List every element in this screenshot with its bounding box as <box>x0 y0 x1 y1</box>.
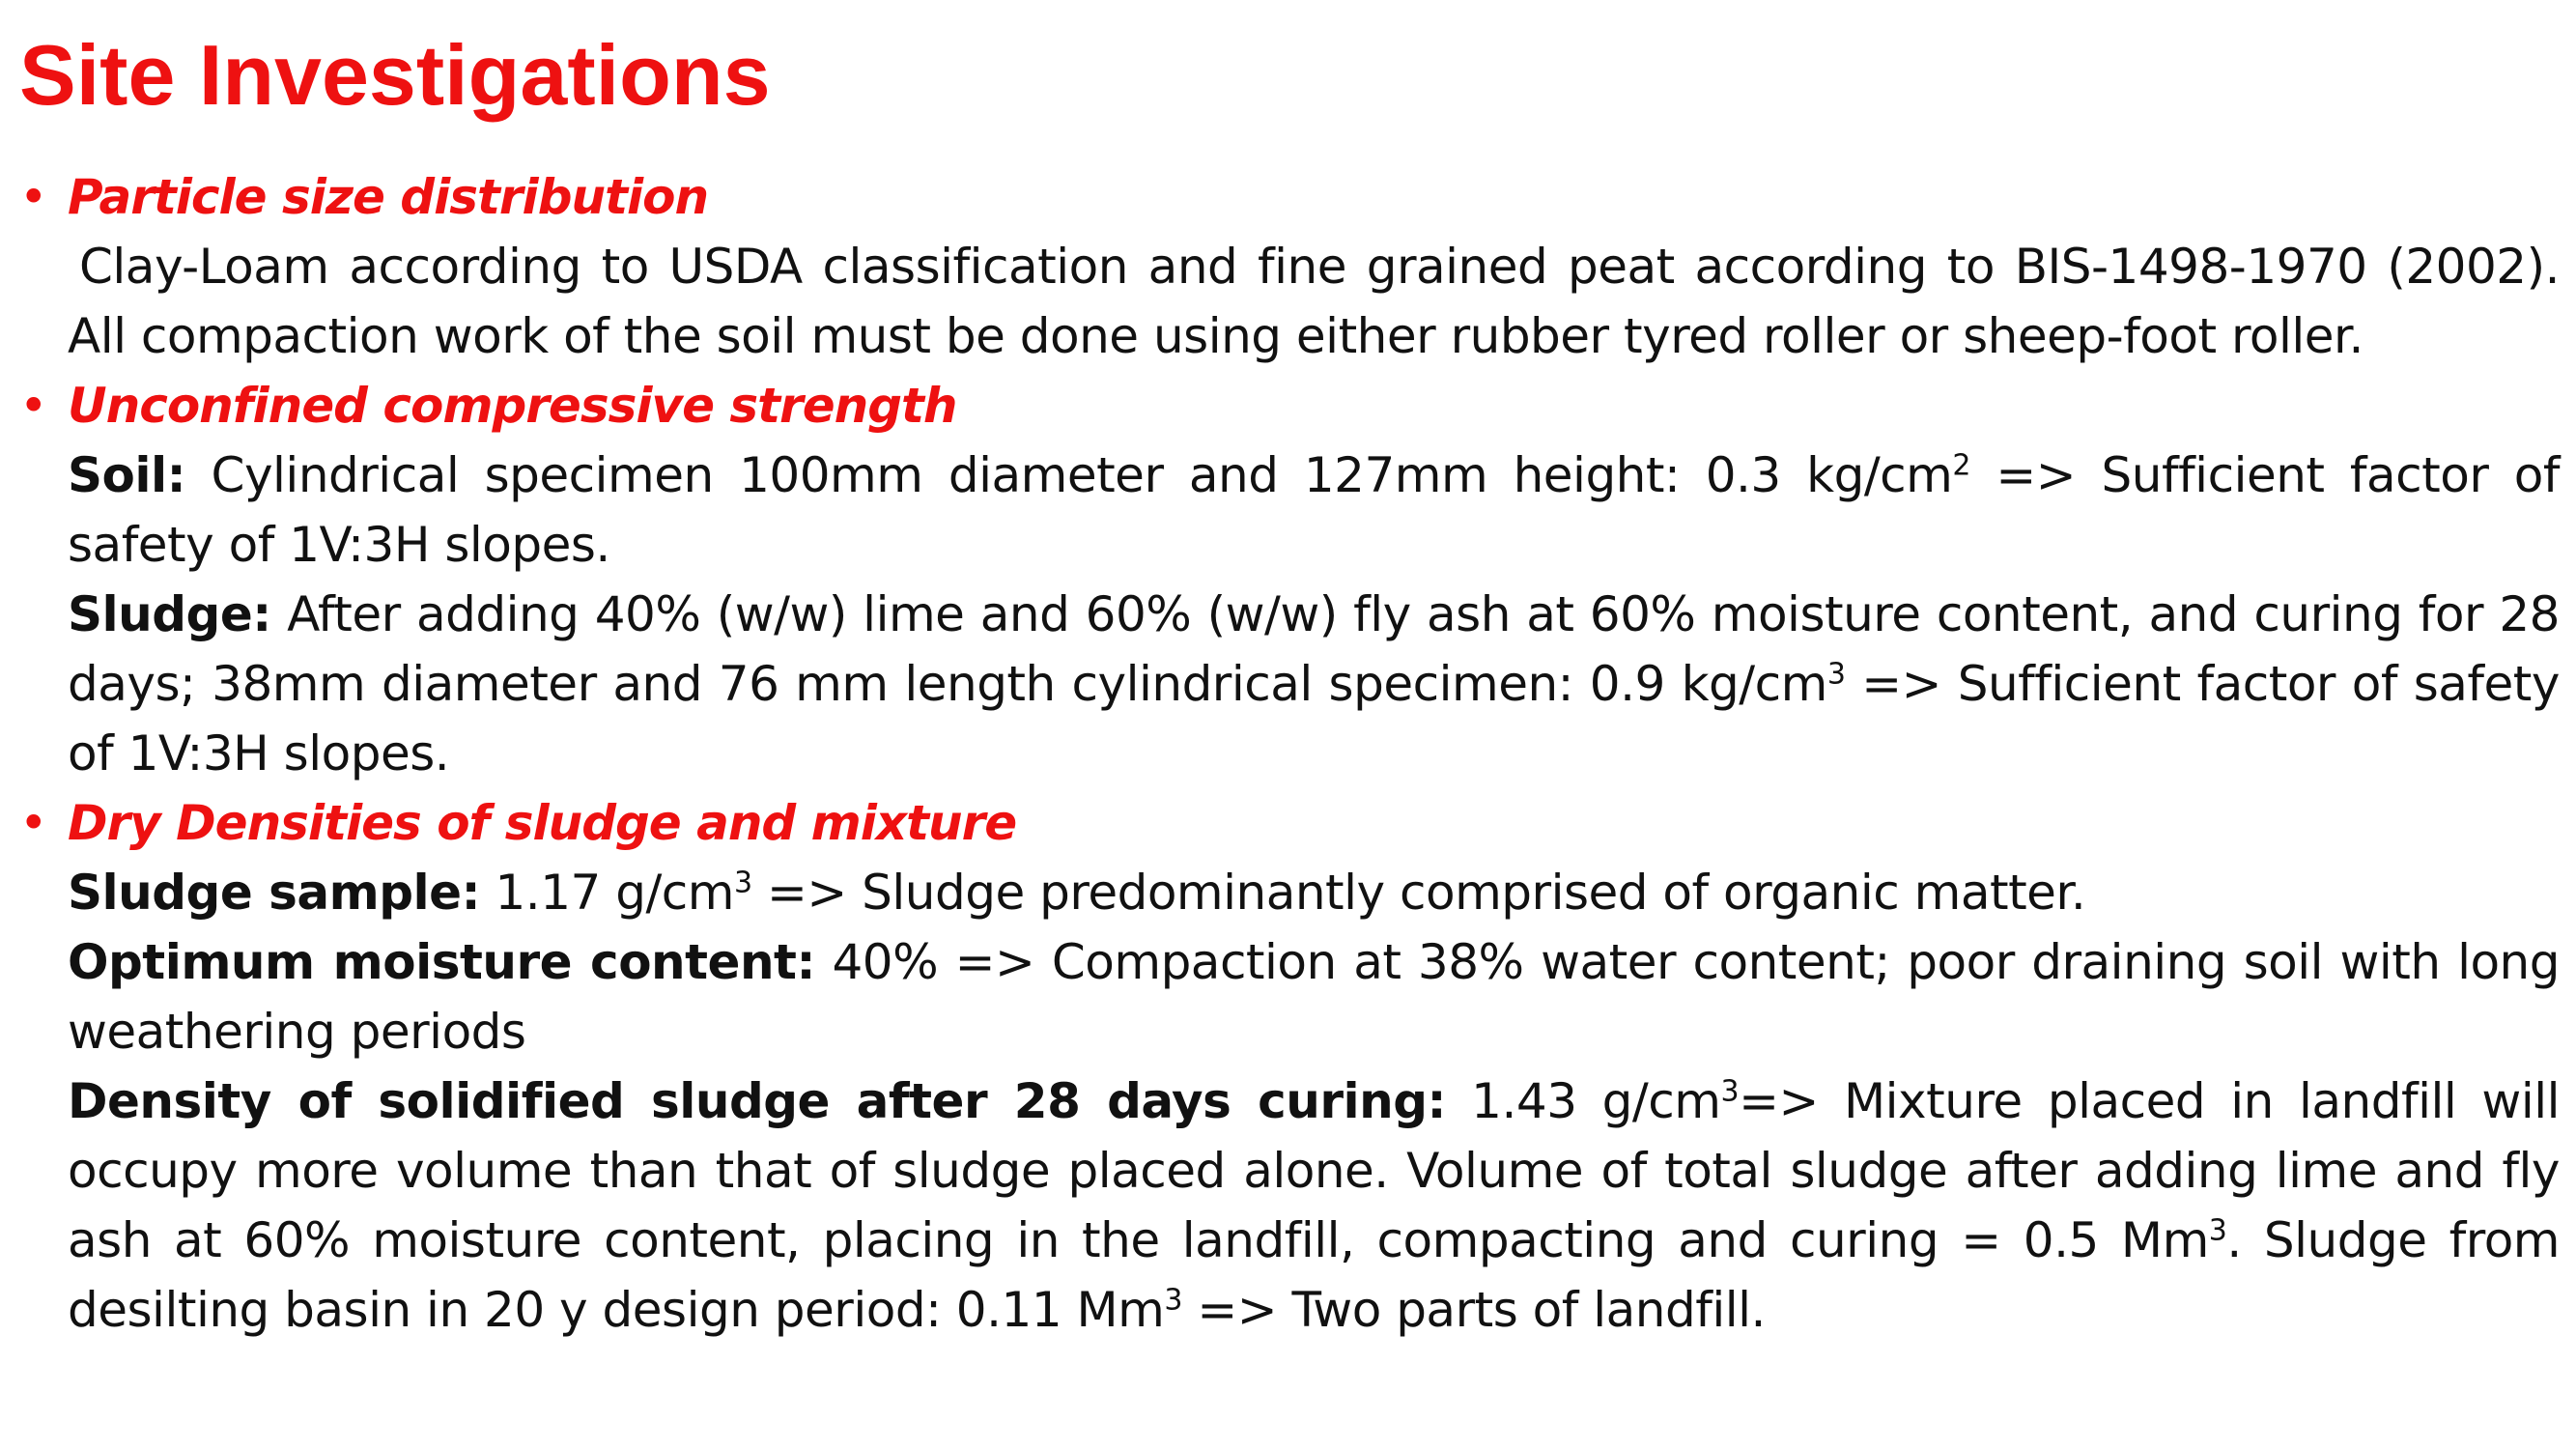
paragraph-label: Density of solidified sludge after 28 days curing: <box>68 1073 1447 1129</box>
paragraph-text: => Sufficient factor of safety of 1V:3H slopes. <box>68 447 2560 573</box>
paragraph-label: Sludge sample: <box>68 865 481 921</box>
section-paragraph-density <box>68 1066 2560 1345</box>
section-paragraph-soil <box>68 440 2560 580</box>
section-dry-densities <box>19 788 2560 1345</box>
section-particle-size <box>19 162 2560 371</box>
section-compressive-strength <box>19 371 2560 788</box>
slide-content <box>19 162 2560 1345</box>
bullet-marker: • <box>19 795 48 851</box>
paragraph-label: Soil: <box>68 447 186 503</box>
paragraph-text: => Sludge predominantly comprised of organic matter. <box>751 865 2086 921</box>
paragraph-text: After adding 40% (w/w) lime and 60% (w/w) fly ash at 60% moisture content, and curing for 28 days; 38mm diameter and 76 mm length cylindrical specimen: 0.9 kg/cm <box>68 586 2560 712</box>
section-heading: Particle size distribution <box>68 169 709 225</box>
section-heading: Unconfined compressive strength <box>68 378 957 434</box>
superscript: 2 <box>1952 448 1970 483</box>
section-heading: Dry Densities of sludge and mixture <box>68 795 1017 851</box>
paragraph-text: => Two parts of landfill. <box>1181 1282 1766 1338</box>
paragraph-text: => Sufficient factor of safety of 1V:3H slopes. <box>68 656 2560 781</box>
superscript: 3 <box>1164 1283 1182 1318</box>
bullet-marker: • <box>19 378 48 434</box>
section-paragraph-moisture <box>68 927 2560 1066</box>
paragraph-text: Cylindrical specimen 100mm diameter and 127mm height: 0.3 kg/cm <box>185 447 1953 503</box>
paragraph-text: 40% => Compaction at 38% water content; poor draining soil with long weathering periods <box>68 934 2560 1060</box>
paragraph-text: 1.17 g/cm <box>480 865 734 921</box>
section-paragraph-sludge-sample <box>68 858 2560 927</box>
paragraph-text: . Sludge from desilting basin in 20 y design period: 0.11 Mm <box>68 1212 2560 1338</box>
superscript: 3 <box>1826 657 1846 692</box>
section-paragraph-sludge <box>68 580 2560 788</box>
section-paragraph <box>68 232 2560 371</box>
paragraph-label: Optimum moisture content: <box>68 934 815 990</box>
superscript: 3 <box>734 866 752 900</box>
paragraph-text: => Mixture placed in landfill will occupy more volume than that of sludge placed alone. Volume of total sludge after adding lime and fly ash at 60% moisture content, placing in the landfill, compacting and curing = 0.5 Mm <box>68 1073 2560 1268</box>
bullet-marker: • <box>19 169 48 225</box>
superscript: 3 <box>2208 1213 2227 1248</box>
slide-title: Site Investigations <box>19 27 771 123</box>
paragraph-label: Sludge: <box>68 586 271 642</box>
paragraph-text: 1.43 g/cm <box>1446 1073 1721 1129</box>
superscript: 3 <box>1720 1074 1740 1109</box>
paragraph-text: Clay-Loam according to USDA classification and fine grained peat according to BIS-1498-1970 (2002). All compaction work of the soil must be done using either rubber tyred roller or sheep-foot roller. <box>68 239 2560 364</box>
